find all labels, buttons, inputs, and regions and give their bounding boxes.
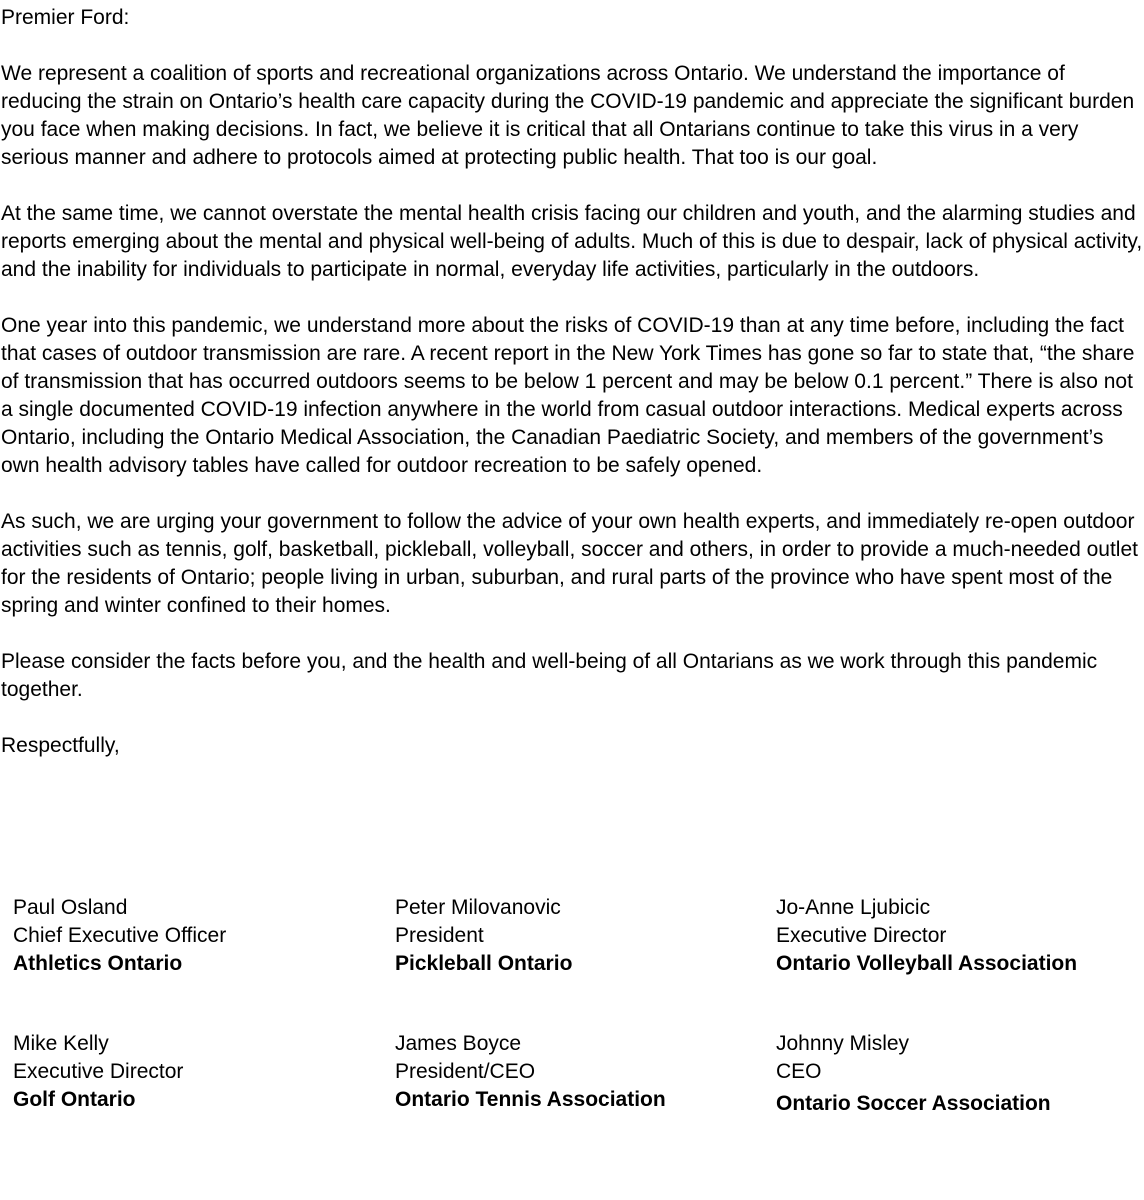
signatory-row [13,894,1144,1002]
signatory-name: Mike Kelly [13,1032,109,1055]
letter-body [1,4,1144,760]
signatories [13,894,1144,1138]
signatory-title: Executive Director [776,924,947,947]
signatory-block [13,1030,395,1138]
paragraph-outdoor-transmission: One year into this pandemic, we understand more about the risks of COVID-19 than at any time before, including the fact that cases of outdoor transmission are rare. A recent report in the New York Times has gone so far to state that, “the share of transmission that has occurred outdoors seems to be below 1 percent and may be below 0.1 percent.” There is also not a single documented COVID-19 infection anywhere in the world from casual outdoor interactions. Medical experts across Ontario, including the Ontario Medical Association, the Canadian Paediatric Society, and members of the government’s own health advisory tables have called for outdoor recreation to be safely opened. [1,314,1135,477]
signatory-name: Jo-Anne Ljubicic [776,896,931,919]
signatory-title: Executive Director [13,1060,184,1083]
signatory-block [13,894,395,1002]
signatory-block [395,1030,776,1138]
paragraph-request: As such, we are urging your government to follow the advice of your own health experts, and immediately re-open outdoor activities such as tennis, golf, basketball, pickleball, volleyball, soccer and others, in order to provide a much-needed outlet for the residents of Ontario; people living in urban, suburban, and rural parts of the province who have spent most of the spring and winter confined to their homes. [1,510,1138,617]
signatory-row [13,1030,1144,1138]
signatory-block [776,1030,1144,1138]
salutation: Premier Ford: [1,6,130,29]
signatory-organization: Pickleball Ontario [395,952,573,975]
signatory-title: Chief Executive Officer [13,924,227,947]
signatory-organization: Golf Ontario [13,1088,136,1111]
signatory-title: CEO [776,1060,822,1083]
paragraph-conclusion: Please consider the facts before you, and the health and well-being of all Ontarians as we work through this pandemic together. [1,650,1098,701]
paragraph-coalition: We represent a coalition of sports and recreational organizations across Ontario. We understand the importance of reducing the strain on Ontario’s health care capacity during the COVID-19 pandemic and appreciate the significant burden you face when making decisions. In fact, we believe it is critical that all Ontarians continue to take this virus in a very serious manner and adhere to protocols aimed at protecting public health. That too is our goal. [1,62,1135,169]
signatory-name: Paul Osland [13,896,128,919]
signatory-organization: Ontario Soccer Association [776,1092,1051,1115]
signatory-title: President [395,924,484,947]
signatory-block [776,894,1144,1002]
signatory-name: Johnny Misley [776,1032,910,1055]
signatory-name: James Boyce [395,1032,522,1055]
signatory-title: President/CEO [395,1060,536,1083]
signatory-block [395,894,776,1002]
signatory-organization: Ontario Tennis Association [395,1088,666,1111]
signatory-organization: Athletics Ontario [13,952,183,975]
signatory-name: Peter Milovanovic [395,896,561,919]
closing: Respectfully, [1,734,120,757]
signatory-organization: Ontario Volleyball Association [776,952,1078,975]
paragraph-mental-health: At the same time, we cannot overstate the mental health crisis facing our children and youth, and the alarming studies and reports emerging about the mental and physical well-being of adults. Much of this is due to despair, lack of physical activity, and the inability for individuals to participate in normal, everyday life activities, particularly in the outdoors. [1,202,1143,281]
